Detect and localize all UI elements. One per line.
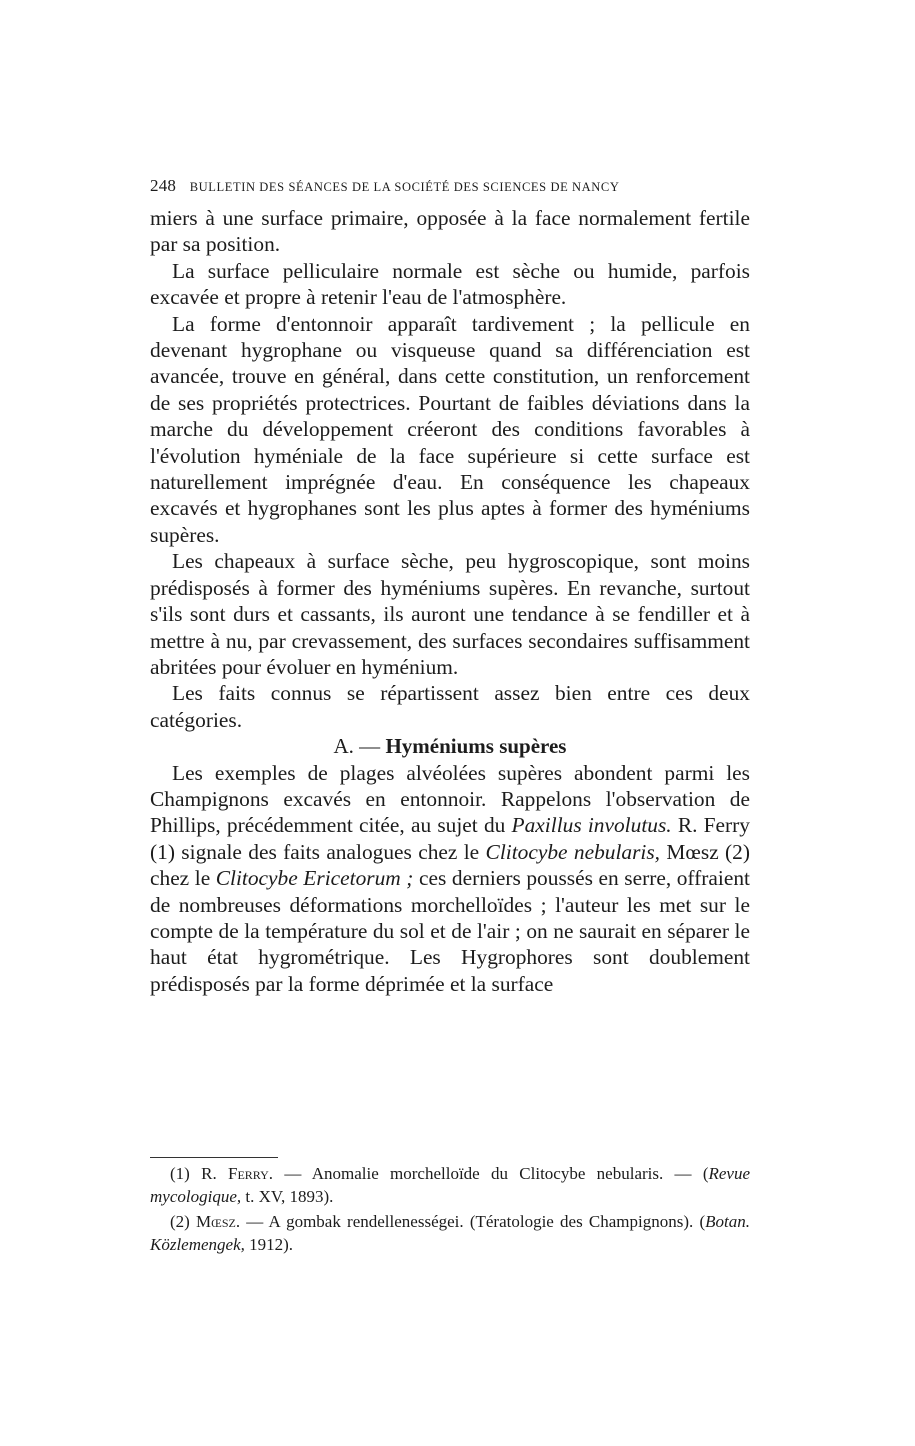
- species-name: Paxillus involutus.: [511, 813, 672, 838]
- running-head: [150, 176, 762, 196]
- paragraph: La forme d'entonnoir apparaît tardivement ; la pellicule en devenant hygrophane ou visqueuse quand sa différenciation est avancée, trouve en général, dans cette constitution, un renforcement de ses propriétés protectrices. Pourtant de faibles déviations dans la marche du développement créeront des conditions favorables à l'évolution hyméniale de la face supérieure si cette surface est naturellement imprégnée d'eau. En conséquence les chapeaux excavés et hygrophanes sont les plus aptes à former des hyméniums supères.: [150, 311, 750, 547]
- section-heading: [150, 733, 750, 759]
- footnote-text: t. XV, 1893).: [241, 1187, 334, 1206]
- paragraph: [150, 760, 750, 998]
- footnote-text: — A gombak rendellenességei. (Tératologie des Champignons). (: [240, 1212, 706, 1231]
- footnote-author: R. Ferry.: [201, 1164, 274, 1183]
- footnote-marker: (2): [170, 1212, 190, 1231]
- paragraph-continued: miers à une surface primaire, opposée à la face normalement fertile par sa position.: [150, 206, 750, 257]
- species-name: Clitocybe nebularis,: [485, 839, 661, 864]
- paragraph-text: Mœsz (2) chez le: [150, 839, 750, 891]
- footnote-journal: Revue mycologique,: [150, 1164, 751, 1206]
- paragraph: La surface pelliculaire normale est sèche ou humide, parfois excavée et propre à retenir l'eau de l'atmosphère.: [150, 258, 750, 310]
- page-number: 248: [150, 176, 177, 195]
- paragraph-text: ces derniers poussés en serre, offraient de nombreuses déformations morchelloïdes ; l'auteur les met sur le compte de la température du sol et de l'air ; on ne saurait en séparer le haut état hygrométrique. Les Hygrophores sont doublement prédisposés par la forme déprimée et la surface: [150, 866, 750, 996]
- section-heading-label: A. —: [333, 734, 381, 759]
- footnote: [150, 1210, 750, 1256]
- footnote-rule: [150, 1157, 278, 1158]
- footnote: [150, 1162, 750, 1208]
- paragraph-text: Les exemples de plages alvéolées supères abondent parmi les Champignons excavés en entonnoir. Rappelons l'observation de Phillips, précédemment citée, au sujet du: [150, 760, 750, 838]
- species-name: Clitocybe Ericetorum ;: [215, 866, 414, 891]
- section-heading-title: Hyméniums supères: [385, 734, 567, 759]
- footnote-journal: Botan. Közlemengek,: [150, 1212, 750, 1254]
- footnotes: [150, 1157, 750, 1256]
- footnote-marker: (1): [170, 1164, 190, 1183]
- footnote-text: 1912).: [244, 1235, 294, 1254]
- paragraph: Les faits connus se répartissent assez bien entre ces deux catégories.: [150, 681, 750, 732]
- footnote-text: — Anomalie morchelloïde du Clitocybe nebularis. — (: [273, 1164, 709, 1183]
- footnote-author: Mœsz.: [196, 1212, 241, 1231]
- paragraph: Les chapeaux à surface sèche, peu hygroscopique, sont moins prédisposés à former des hyméniums supères. En revanche, surtout s'ils sont durs et cassants, ils auront une tendance à se fendiller et à mettre à nu, par crevassement, des surfaces secondaires suffisamment abritées pour évoluer en hyménium.: [150, 549, 750, 679]
- running-head-title: BULLETIN DES SÉANCES DE LA SOCIÉTÉ DES SCIENCES DE NANCY: [189, 180, 620, 194]
- paragraph-text: R. Ferry (1) signale des faits analogues chez le: [150, 813, 750, 864]
- body-text: [150, 205, 750, 997]
